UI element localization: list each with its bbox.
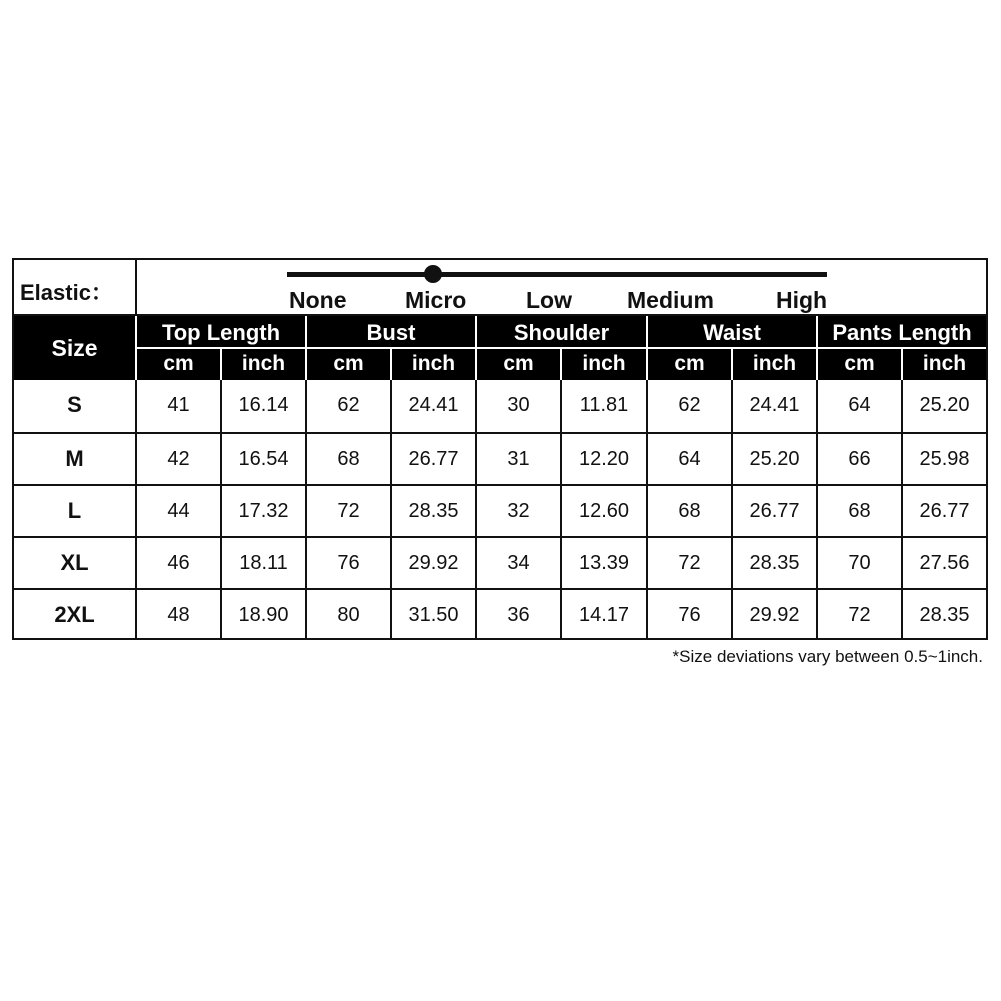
measurement-cell: 26.77 bbox=[408, 447, 459, 470]
measurement-cell: 34 bbox=[507, 551, 530, 574]
measurement-cell: 14.17 bbox=[578, 603, 630, 626]
measurement-cell: 24.41 bbox=[749, 393, 800, 416]
measurement-cell: 41 bbox=[167, 393, 190, 416]
measurement-cell: 26.77 bbox=[749, 499, 800, 522]
elastic-divider bbox=[135, 260, 137, 316]
table-row bbox=[14, 588, 986, 640]
size-cell: 2XL bbox=[54, 602, 95, 627]
table-header bbox=[14, 316, 986, 380]
measurement-cell: 62 bbox=[678, 393, 701, 416]
table-row bbox=[14, 484, 986, 536]
elastic-scale-marker bbox=[424, 265, 442, 283]
size-column-header: Size bbox=[51, 334, 98, 361]
elastic-label: Elastic： bbox=[20, 280, 113, 305]
group-header-shoulder: Shoulder bbox=[513, 320, 610, 345]
table-row bbox=[14, 432, 986, 484]
unit-header-inch: inch bbox=[411, 352, 456, 375]
measurement-cell: 28.35 bbox=[919, 603, 970, 626]
unit-header-cm: cm bbox=[674, 352, 705, 375]
measurement-cell: 76 bbox=[678, 603, 701, 626]
measurement-cell: 16.54 bbox=[238, 447, 289, 470]
elastic-level-low: Low bbox=[526, 287, 572, 313]
footnote: *Size deviations vary between 0.5~1inch. bbox=[672, 647, 983, 666]
table-row bbox=[14, 380, 986, 432]
measurement-cell: 76 bbox=[337, 551, 360, 574]
measurement-cell: 48 bbox=[167, 603, 190, 626]
unit-header-inch: inch bbox=[582, 352, 626, 375]
measurement-cell: 12.60 bbox=[578, 499, 630, 522]
measurement-cell: 16.14 bbox=[238, 393, 289, 416]
size-cell: M bbox=[65, 446, 84, 471]
measurement-cell: 72 bbox=[848, 603, 871, 626]
measurement-cell: 68 bbox=[337, 447, 360, 470]
measurement-cell: 68 bbox=[848, 499, 871, 522]
measurement-cell: 64 bbox=[848, 393, 871, 416]
measurement-cell: 70 bbox=[848, 551, 871, 574]
unit-header-cm: cm bbox=[503, 352, 534, 375]
measurement-cell: 44 bbox=[167, 499, 190, 522]
unit-header-cm: cm bbox=[333, 352, 364, 375]
measurement-cell: 66 bbox=[848, 447, 871, 470]
measurement-cell: 29.92 bbox=[749, 603, 800, 626]
measurement-cell: 28.35 bbox=[749, 551, 800, 574]
measurement-cell: 25.20 bbox=[919, 393, 970, 416]
elastic-row bbox=[14, 260, 986, 316]
measurement-cell: 31.50 bbox=[408, 603, 459, 626]
measurement-cell: 32 bbox=[507, 499, 530, 522]
elastic-level-none: None bbox=[289, 287, 347, 313]
group-header-waist: Waist bbox=[703, 320, 761, 345]
measurement-cell: 25.98 bbox=[919, 447, 970, 470]
measurement-cell: 64 bbox=[678, 447, 701, 470]
unit-header-inch: inch bbox=[922, 352, 967, 375]
measurement-cell: 25.20 bbox=[749, 447, 800, 470]
group-header-bust: Bust bbox=[366, 320, 416, 345]
measurement-cell: 72 bbox=[678, 551, 701, 574]
measurement-cell: 28.35 bbox=[408, 499, 459, 522]
measurement-cell: 11.81 bbox=[579, 393, 629, 416]
measurement-cell: 13.39 bbox=[578, 551, 630, 574]
measurement-cell: 68 bbox=[678, 499, 701, 522]
size-cell: XL bbox=[60, 550, 89, 575]
measurement-cell: 26.77 bbox=[919, 499, 970, 522]
unit-header-cm: cm bbox=[163, 352, 194, 375]
measurement-cell: 80 bbox=[337, 603, 360, 626]
measurement-cell: 18.11 bbox=[239, 551, 288, 574]
elastic-level-medium: Medium bbox=[627, 287, 714, 313]
measurement-cell: 29.92 bbox=[408, 551, 459, 574]
measurement-cell: 72 bbox=[337, 499, 360, 522]
measurement-cell: 30 bbox=[507, 393, 530, 416]
measurement-cell: 17.32 bbox=[238, 499, 289, 522]
size-chart bbox=[12, 258, 988, 640]
elastic-level-high: High bbox=[776, 287, 828, 313]
measurement-cell: 46 bbox=[167, 551, 190, 574]
measurement-cell: 31 bbox=[507, 447, 530, 470]
size-cell: S bbox=[67, 392, 82, 417]
unit-header-cm: cm bbox=[844, 352, 875, 375]
measurement-cell: 27.56 bbox=[919, 551, 970, 574]
table-row bbox=[14, 536, 986, 588]
group-header-top-length: Top Length bbox=[161, 320, 281, 345]
measurement-cell: 36 bbox=[507, 603, 530, 626]
measurement-cell: 42 bbox=[167, 447, 190, 470]
elastic-level-micro: Micro bbox=[405, 287, 467, 313]
unit-header-inch: inch bbox=[752, 352, 797, 375]
group-header-pants-length: Pants Length bbox=[832, 320, 972, 345]
unit-header-inch: inch bbox=[241, 352, 286, 375]
measurement-cell: 12.20 bbox=[578, 447, 630, 470]
measurement-cell: 62 bbox=[337, 393, 360, 416]
measurement-cell: 24.41 bbox=[408, 393, 459, 416]
measurement-cell: 18.90 bbox=[238, 603, 289, 626]
elastic-scale-line bbox=[287, 272, 827, 277]
size-cell: L bbox=[67, 498, 82, 523]
